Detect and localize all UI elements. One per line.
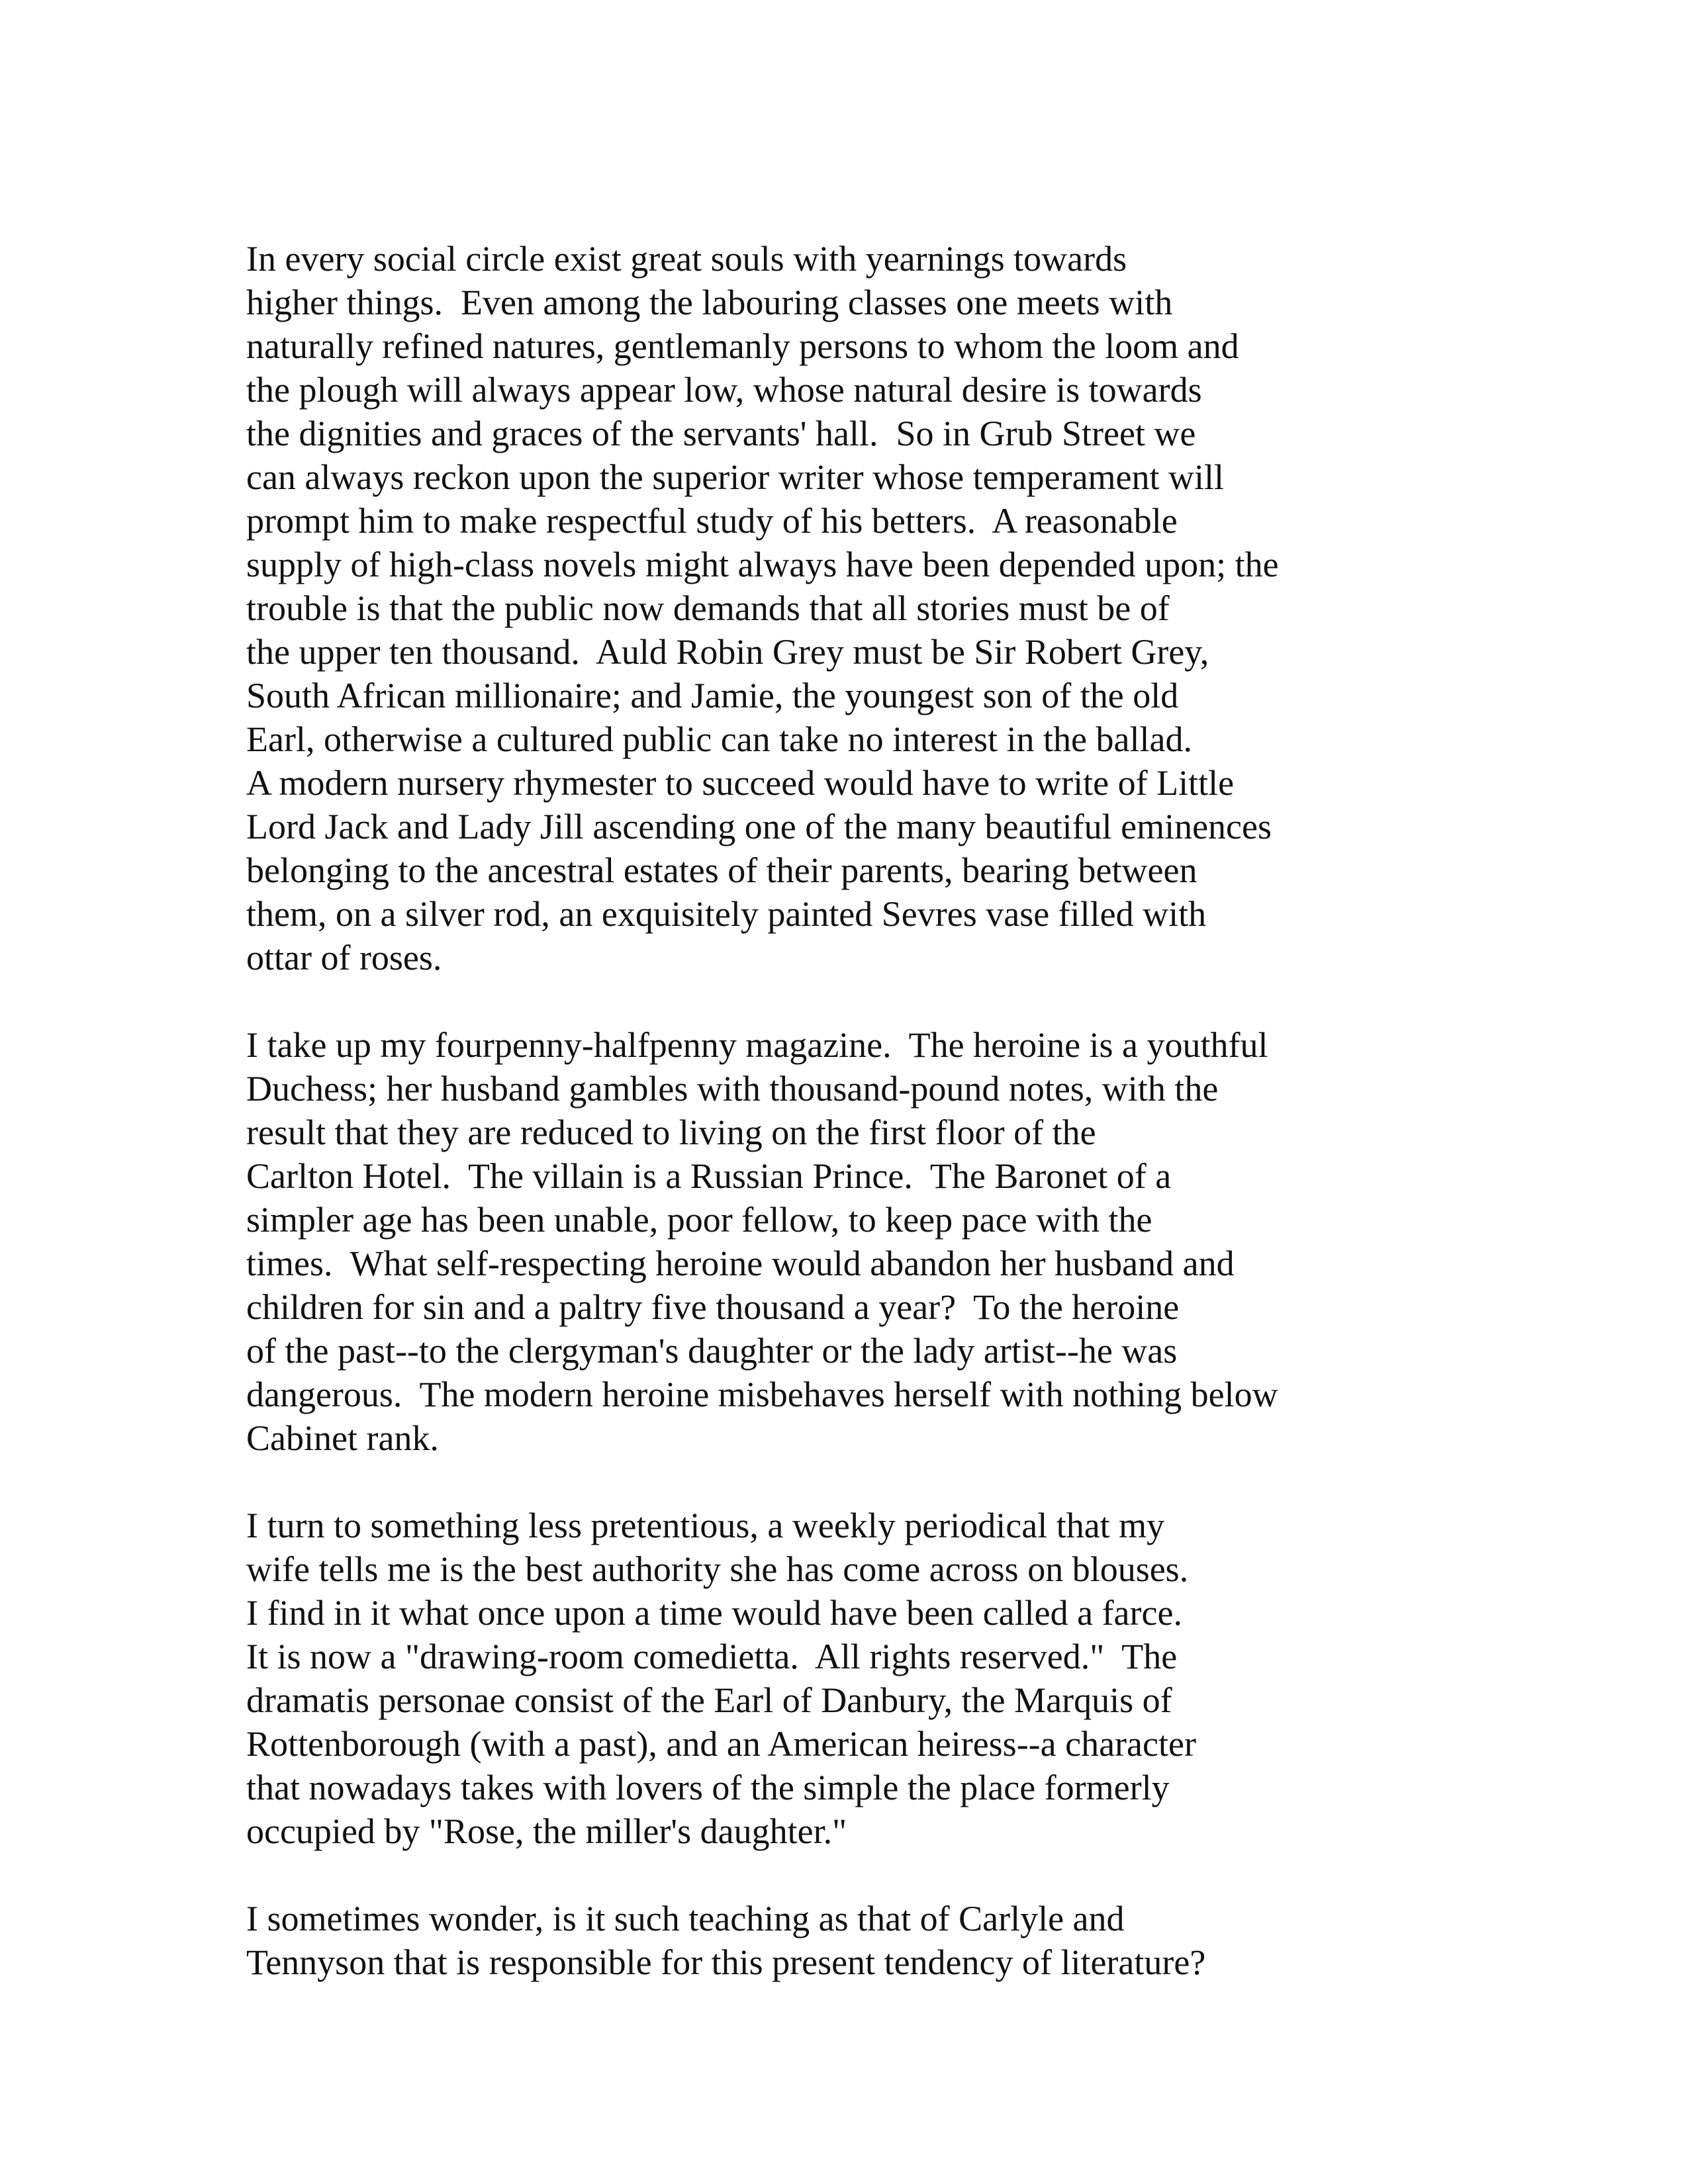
paragraph [246, 1504, 1451, 1853]
text-line: children for sin and a paltry five thousand a year? To the heroine [246, 1287, 1180, 1327]
text-line: higher things. Even among the labouring classes one meets with [246, 283, 1173, 322]
text-line: Tennyson that is responsible for this present tendency of literature? [246, 1942, 1206, 1982]
paragraph [246, 1023, 1451, 1460]
text-line: I turn to something less pretentious, a weekly periodical that my [246, 1506, 1165, 1545]
text-line: I sometimes wonder, is it such teaching as that of Carlyle and [246, 1899, 1125, 1938]
text-line: Duchess; her husband gambles with thousand-pound notes, with the [246, 1069, 1219, 1109]
text-line: It is now a "drawing-room comedietta. All rights reserved." The [246, 1637, 1178, 1676]
text-line: prompt him to make respectful study of his betters. A reasonable [246, 501, 1178, 541]
paragraph [246, 237, 1451, 979]
text-line: the plough will always appear low, whose natural desire is towards [246, 370, 1202, 410]
text-line: I take up my fourpenny-halfpenny magazine. The heroine is a youthful [246, 1025, 1268, 1065]
text-line: Carlton Hotel. The villain is a Russian Prince. The Baronet of a [246, 1156, 1172, 1196]
text-line: A modern nursery rhymester to succeed would have to write of Little [246, 763, 1235, 803]
text-line: that nowadays takes with lovers of the simple the place formerly [246, 1768, 1170, 1807]
text-line: dangerous. The modern heroine misbehaves herself with nothing below [246, 1375, 1278, 1414]
text-line: can always reckon upon the superior writer whose temperament will [246, 457, 1225, 497]
text-line: ottar of roses. [246, 938, 442, 978]
text-line: the upper ten thousand. Auld Robin Grey must be Sir Robert Grey, [246, 632, 1209, 672]
text-line: belonging to the ancestral estates of their parents, bearing between [246, 850, 1197, 890]
body-text [246, 237, 1451, 1984]
text-line: them, on a silver rod, an exquisitely painted Sevres vase filled with [246, 894, 1207, 934]
text-line: dramatis personae consist of the Earl of Danbury, the Marquis of [246, 1680, 1172, 1720]
text-line: In every social circle exist great souls with yearnings towards [246, 239, 1127, 279]
text-line: Lord Jack and Lady Jill ascending one of the many beautiful eminences [246, 807, 1272, 846]
text-line: South African millionaire; and Jamie, the youngest son of the old [246, 676, 1179, 715]
text-line: of the past--to the clergyman's daughter or the lady artist--he was [246, 1331, 1178, 1371]
text-line: times. What self-respecting heroine would abandon her husband and [246, 1244, 1235, 1283]
text-line: Cabinet rank. [246, 1418, 439, 1458]
text-line: simpler age has been unable, poor fellow, to keep pace with the [246, 1200, 1152, 1240]
text-line: Earl, otherwise a cultured public can take no interest in the ballad. [246, 719, 1192, 759]
text-line: trouble is that the public now demands that all stories must be of [246, 588, 1170, 628]
paragraph [246, 1897, 1451, 1984]
text-line: result that they are reduced to living on the first floor of the [246, 1113, 1096, 1152]
text-line: wife tells me is the best authority she has come across on blouses. [246, 1549, 1189, 1589]
text-line: I find in it what once upon a time would have been called a farce. [246, 1593, 1182, 1633]
text-line: supply of high-class novels might always have been depended upon; the [246, 545, 1279, 584]
text-line: the dignities and graces of the servants' hall. So in Grub Street we [246, 414, 1196, 453]
text-line: Rottenborough (with a past), and an American heiress--a character [246, 1724, 1196, 1764]
text-line: naturally refined natures, gentlemanly persons to whom the loom and [246, 326, 1239, 366]
text-line: occupied by "Rose, the miller's daughter." [246, 1811, 847, 1851]
